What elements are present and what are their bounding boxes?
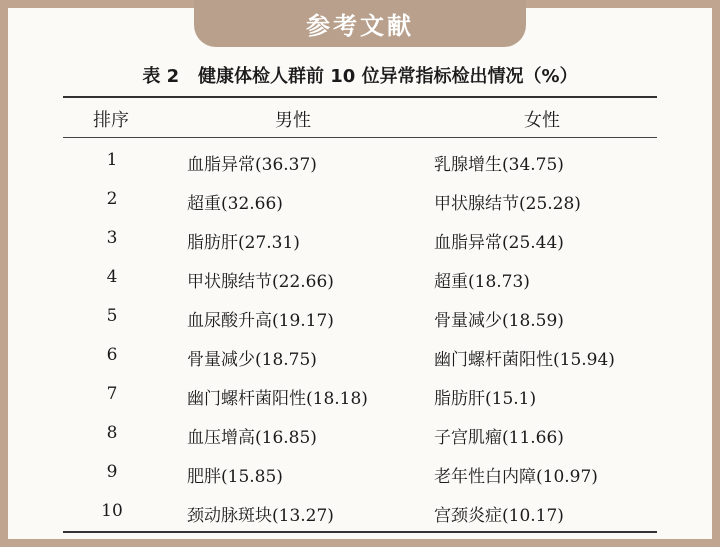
table-row (0, 453, 720, 492)
rank-cell: 6 (106, 345, 118, 365)
male-cell: 血尿酸升高(19.17) (187, 311, 334, 331)
header-male: 男性 (275, 110, 311, 131)
table-header-rule (63, 137, 657, 138)
table-row (0, 492, 720, 531)
male-cell: 颈动脉斑块(13.27) (187, 506, 334, 526)
male-cell: 脂肪肝(27.31) (187, 233, 300, 253)
male-cell: 甲状腺结节(22.66) (187, 272, 334, 292)
table-body (0, 141, 720, 531)
male-cell: 幽门螺杆菌阳性(18.18) (187, 389, 368, 409)
rank-cell: 9 (106, 462, 118, 482)
male-cell: 骨量减少(18.75) (187, 350, 317, 370)
table-row (0, 219, 720, 258)
table-caption: 表 2 健康体检人群前 10 位异常指标检出情况（%） (142, 66, 578, 87)
female-cell: 甲状腺结节(25.28) (434, 194, 581, 214)
female-cell: 骨量减少(18.59) (434, 311, 564, 331)
table-row (0, 141, 720, 180)
table-bottom-rule (63, 531, 657, 533)
rank-cell: 8 (106, 423, 118, 443)
banner-title: 参考文献 (306, 12, 414, 40)
table-row (0, 414, 720, 453)
female-cell: 老年性白内障(10.97) (434, 467, 598, 487)
rank-cell: 4 (106, 267, 118, 287)
rank-cell: 5 (106, 306, 118, 326)
table-row (0, 297, 720, 336)
rank-cell: 7 (106, 384, 118, 404)
table-row (0, 375, 720, 414)
header-female: 女性 (524, 110, 560, 131)
female-cell: 幽门螺杆菌阳性(15.94) (434, 350, 615, 370)
table-top-rule (63, 96, 657, 98)
rank-cell: 3 (106, 228, 118, 248)
female-cell: 血脂异常(25.44) (434, 233, 564, 253)
rank-cell: 1 (106, 150, 118, 170)
female-cell: 子宫肌瘤(11.66) (434, 428, 564, 448)
table-row (0, 258, 720, 297)
table-row (0, 180, 720, 219)
table-row (0, 336, 720, 375)
male-cell: 肥胖(15.85) (187, 467, 283, 487)
female-cell: 脂肪肝(15.1) (434, 389, 537, 409)
male-cell: 血压增高(16.85) (187, 428, 317, 448)
male-cell: 超重(32.66) (187, 194, 283, 214)
male-cell: 血脂异常(36.37) (187, 155, 317, 175)
banner-tab (194, 0, 526, 47)
header-rank: 排序 (93, 110, 129, 131)
rank-cell: 10 (101, 501, 123, 521)
female-cell: 宫颈炎症(10.17) (434, 506, 564, 526)
female-cell: 乳腺增生(34.75) (434, 155, 564, 175)
rank-cell: 2 (106, 189, 118, 209)
female-cell: 超重(18.73) (434, 272, 530, 292)
